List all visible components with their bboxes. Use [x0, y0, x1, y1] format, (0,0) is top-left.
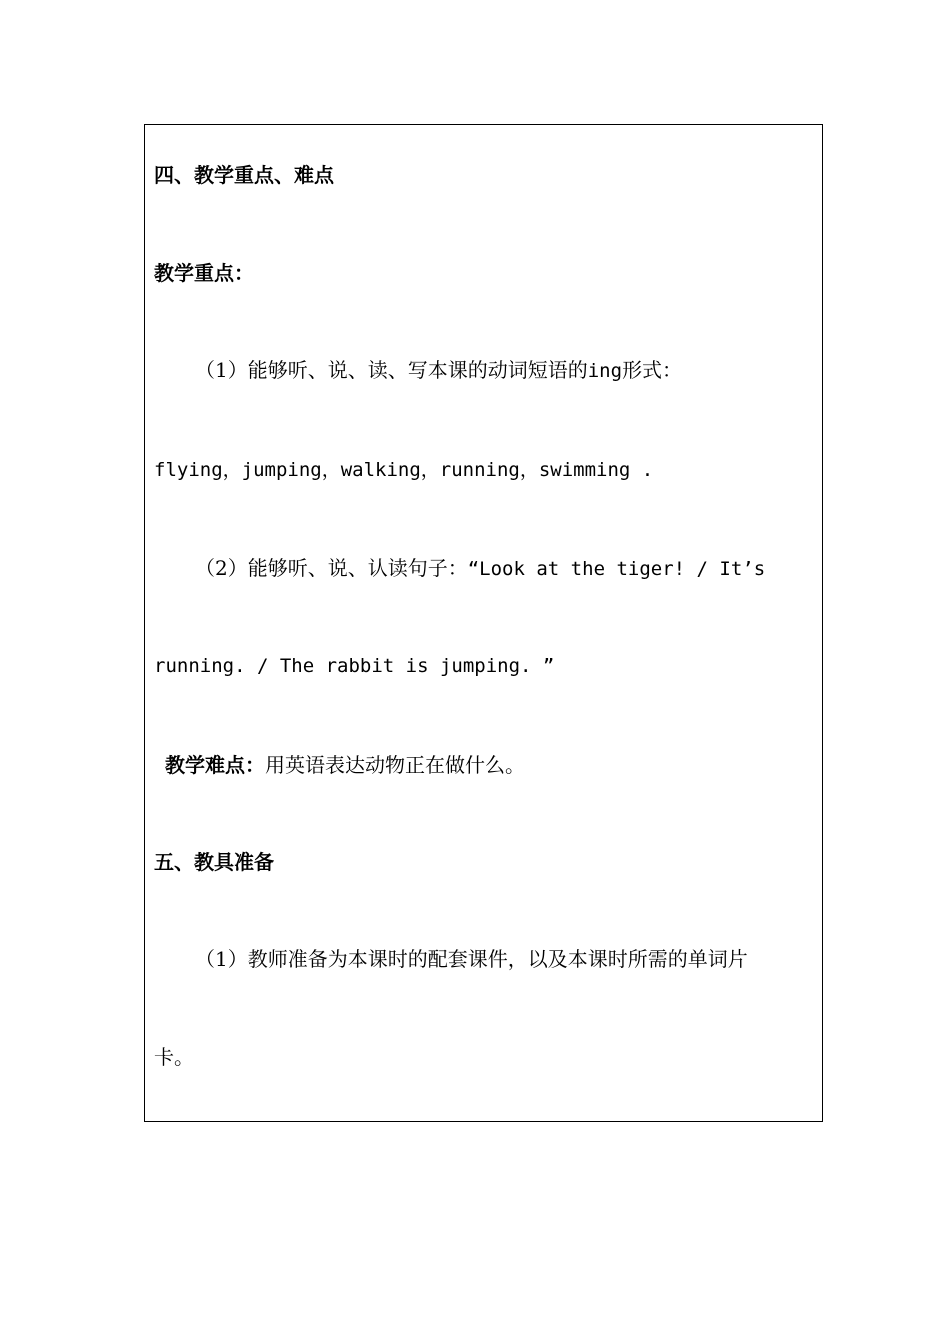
- point1-suffix: ing: [587, 360, 623, 382]
- point1-line: [195, 358, 682, 383]
- point1-words: flying，jumping，walking，running，swimming .: [154, 459, 654, 481]
- section5-item1-line1: （1）教师准备为本课时的配套课件，以及本课时所需的单词片: [195, 947, 748, 971]
- point1-prefix: （1）能够听、说、读、写本课的动词短语的: [195, 358, 588, 382]
- difficulty-text: 用英语表达动物正在做什么。: [265, 753, 525, 777]
- difficulty-line: [165, 753, 525, 777]
- section4-heading: 四、教学重点、难点: [154, 163, 334, 187]
- difficulty-label: 教学难点：: [165, 753, 265, 777]
- section5-heading: 五、教具准备: [154, 850, 274, 874]
- point2-continuation: running. / The rabbit is jumping. ”: [154, 655, 555, 677]
- content-table-cell: [144, 124, 823, 1122]
- key-points-label: 教学重点：: [154, 261, 254, 285]
- point2-prefix: （2）能够听、说、认读句子：: [195, 556, 468, 580]
- section5-item1-line2: 卡。: [154, 1045, 194, 1069]
- point1-end: 形式：: [622, 358, 683, 382]
- point2-line: [195, 556, 765, 581]
- point2-quote: “Look at the tiger! / It’s: [467, 558, 766, 580]
